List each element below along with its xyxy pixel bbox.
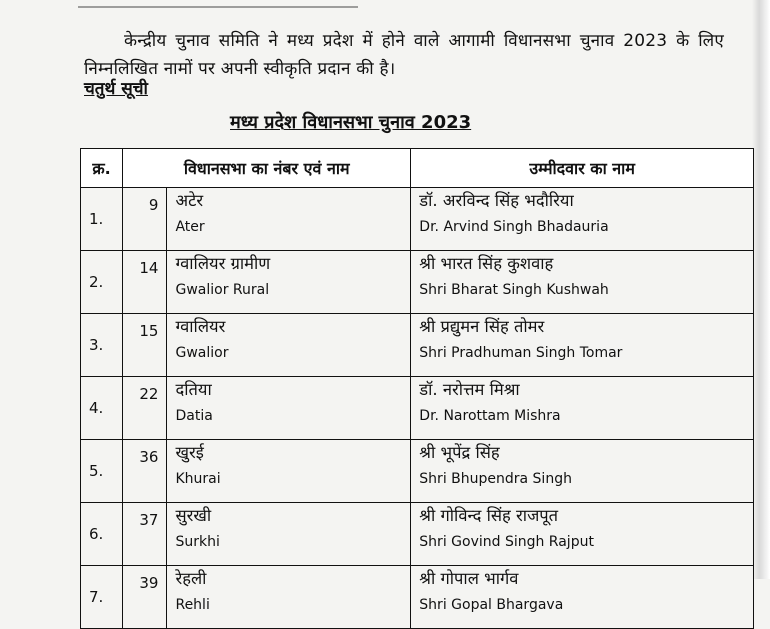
constituency-name-hindi: ग्वालियर	[175, 317, 226, 336]
constituency-name-cell	[167, 503, 411, 566]
constituency-name-cell	[167, 188, 411, 251]
constituency-name-hindi: सुरखी	[175, 506, 212, 525]
candidate-name-cell	[411, 251, 754, 314]
table-title: मध्य प्रदेश विधानसभा चुनाव 2023	[230, 112, 472, 133]
constituency-name-hindi: ग्वालियर ग्रामीण	[175, 254, 271, 273]
constituency-name-english: Gwalior	[175, 345, 229, 361]
constituency-name-english: Ater	[175, 219, 205, 235]
candidate-name-hindi: श्री गोविन्द सिंह राजपूत	[419, 506, 559, 525]
constituency-name-english: Rehli	[175, 597, 210, 613]
constituency-number: 39	[123, 566, 167, 629]
intro-text: केन्द्रीय चुनाव समिति ने मध्य प्रदेश में होने वाले आगामी विधानसभा चुनाव 2023 के लिए निम्नलिखित नामों पर अपनी स्वीकृति प्रदान की है।	[84, 31, 724, 79]
cropped-text-line	[78, 0, 358, 8]
intro-paragraph	[84, 27, 724, 83]
candidate-name-cell	[411, 566, 754, 629]
candidate-name-cell	[411, 503, 754, 566]
table-row	[81, 314, 754, 377]
serial-cell: 6.	[81, 503, 123, 566]
header-serial: क्र.	[81, 149, 123, 188]
candidate-name-hindi: डॉ. अरविन्द सिंह भदौरिया	[419, 191, 574, 210]
table-row	[81, 188, 754, 251]
constituency-name-cell	[167, 377, 411, 440]
table-row	[81, 440, 754, 503]
list-label: चतुर्थ सूची	[84, 79, 148, 99]
constituency-name-cell	[167, 566, 411, 629]
constituency-number: 15	[123, 314, 167, 377]
candidate-name-cell	[411, 188, 754, 251]
serial-cell: 3.	[81, 314, 123, 377]
constituency-name-english: Khurai	[175, 471, 221, 487]
serial-cell: 7.	[81, 566, 123, 629]
candidate-name-english: Shri Gopal Bhargava	[419, 597, 564, 613]
table-row	[81, 566, 754, 629]
constituency-name-hindi: अटेर	[175, 191, 204, 210]
candidate-name-cell	[411, 440, 754, 503]
constituency-number: 22	[123, 377, 167, 440]
serial-cell: 5.	[81, 440, 123, 503]
constituency-name-hindi: दतिया	[175, 380, 212, 399]
candidate-name-cell	[411, 314, 754, 377]
candidate-name-english: Shri Govind Singh Rajput	[419, 534, 594, 550]
candidate-name-hindi: श्री गोपाल भार्गव	[419, 569, 519, 588]
candidate-name-hindi: डॉ. नरोत्तम मिश्रा	[419, 380, 520, 399]
constituency-name-english: Surkhi	[175, 534, 220, 550]
constituency-name-cell	[167, 251, 411, 314]
constituency-number: 14	[123, 251, 167, 314]
table-row	[81, 251, 754, 314]
candidate-name-english: Dr. Arvind Singh Bhadauria	[419, 219, 609, 235]
constituency-name-hindi: खुरई	[175, 443, 204, 462]
candidate-name-english: Shri Bhupendra Singh	[419, 471, 572, 487]
candidate-name-english: Shri Pradhuman Singh Tomar	[419, 345, 623, 361]
candidate-table	[80, 148, 754, 629]
serial-cell: 2.	[81, 251, 123, 314]
constituency-number: 36	[123, 440, 167, 503]
scan-edge-shadow	[752, 0, 770, 579]
candidate-name-hindi: श्री भारत सिंह कुशवाह	[419, 254, 554, 273]
serial-cell: 1.	[81, 188, 123, 251]
constituency-name-english: Datia	[175, 408, 213, 424]
candidate-name-english: Shri Bharat Singh Kushwah	[419, 282, 609, 298]
candidate-name-hindi: श्री भूपेंद्र सिंह	[419, 443, 500, 462]
candidate-name-cell	[411, 377, 754, 440]
candidate-name-hindi: श्री प्रद्युमन सिंह तोमर	[419, 317, 545, 336]
table-header-row	[81, 149, 754, 188]
candidate-name-english: Dr. Narottam Mishra	[419, 408, 561, 424]
table-row	[81, 377, 754, 440]
header-constituency: विधानसभा का नंबर एवं नाम	[123, 149, 411, 188]
constituency-name-hindi: रेहली	[175, 569, 207, 588]
header-candidate: उम्मीदवार का नाम	[411, 149, 754, 188]
table-row	[81, 503, 754, 566]
serial-cell: 4.	[81, 377, 123, 440]
constituency-name-cell	[167, 314, 411, 377]
constituency-number: 37	[123, 503, 167, 566]
constituency-name-cell	[167, 440, 411, 503]
constituency-number: 9	[123, 188, 167, 251]
constituency-name-english: Gwalior Rural	[175, 282, 270, 298]
